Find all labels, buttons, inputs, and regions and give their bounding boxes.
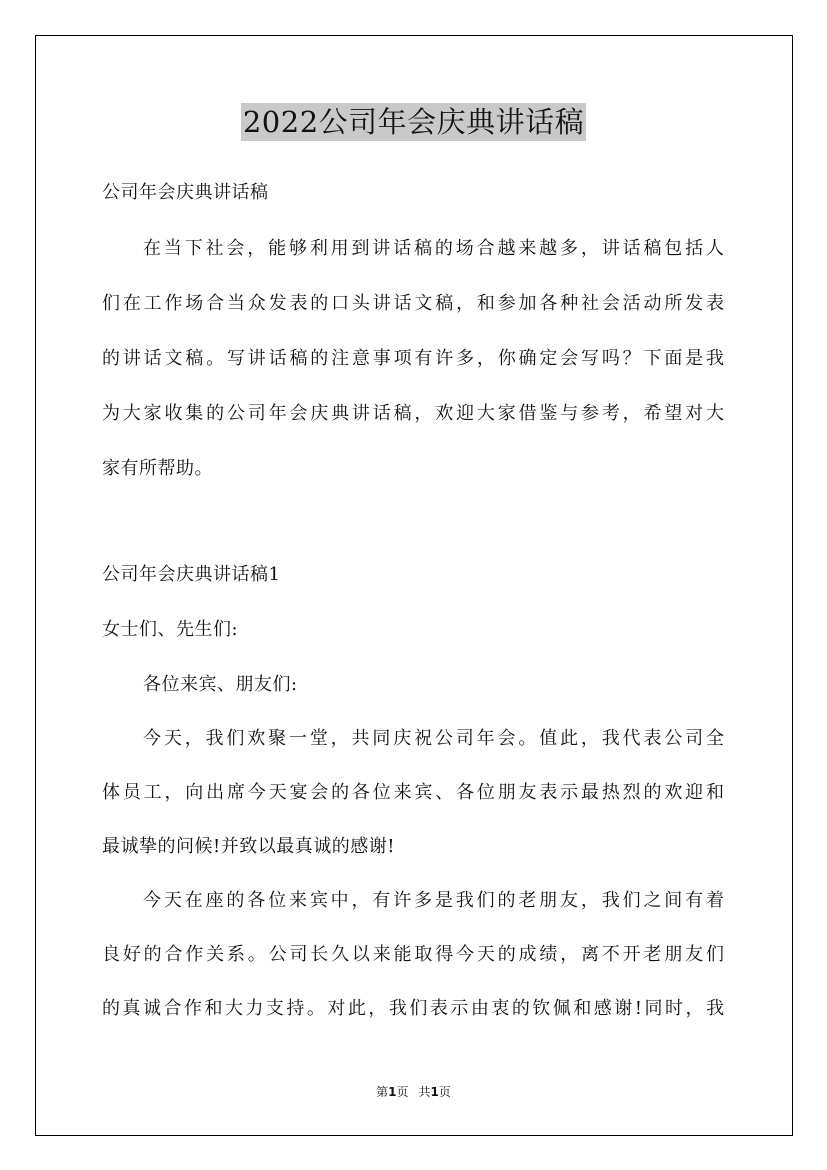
page-footer <box>0 1084 827 1100</box>
page-label-suffix: 页 <box>396 1085 409 1099</box>
paragraph-line: 体员工，向出席今天宴会的各位来宾、各位朋友表示最热烈的欢迎和 <box>102 782 724 803</box>
paragraph-line: 们在工作场合当众发表的口头讲话文稿，和参加各种社会活动所发表 <box>102 293 724 314</box>
paragraph-line: 今天在座的各位来宾中，有许多是我们的老朋友，我们之间有着 <box>143 890 724 911</box>
page-label-prefix: 第 <box>376 1085 389 1099</box>
paragraph-line: 良好的合作关系。公司长久以来能取得今天的成绩，离不开老朋友们 <box>102 944 724 965</box>
total-label-prefix: 共 <box>418 1085 431 1099</box>
salutation: 各位来宾、朋友们: <box>143 674 298 695</box>
section-heading: 公司年会庆典讲话稿 <box>102 182 269 203</box>
paragraph-line: 的讲话文稿。写讲话稿的注意事项有许多，你确定会写吗？下面是我 <box>102 348 724 369</box>
paragraph-line: 在当下社会，能够利用到讲话稿的场合越来越多，讲话稿包括人 <box>143 238 724 259</box>
paragraph-line: 的真诚合作和大力支持。对此，我们表示由衷的钦佩和感谢!同时，我 <box>102 998 724 1019</box>
page-current: 1 <box>388 1085 397 1099</box>
paragraph-line: 最诚挚的问候!并致以最真诚的感谢! <box>102 836 395 857</box>
paragraph-line: 今天，我们欢聚一堂，共同庆祝公司年会。值此，我代表公司全 <box>143 728 724 749</box>
document-title: 2022公司年会庆典讲话稿 <box>242 105 585 139</box>
salutation: 女士们、先生们: <box>102 619 239 640</box>
total-label-suffix: 页 <box>438 1085 451 1099</box>
page-total: 1 <box>430 1085 439 1099</box>
paragraph-line: 为大家收集的公司年会庆典讲话稿，欢迎大家借鉴与参考，希望对大 <box>102 403 724 424</box>
paragraph-line: 家有所帮助。 <box>102 458 213 479</box>
title-container <box>0 103 827 141</box>
section-heading: 公司年会庆典讲话稿1 <box>102 564 281 585</box>
